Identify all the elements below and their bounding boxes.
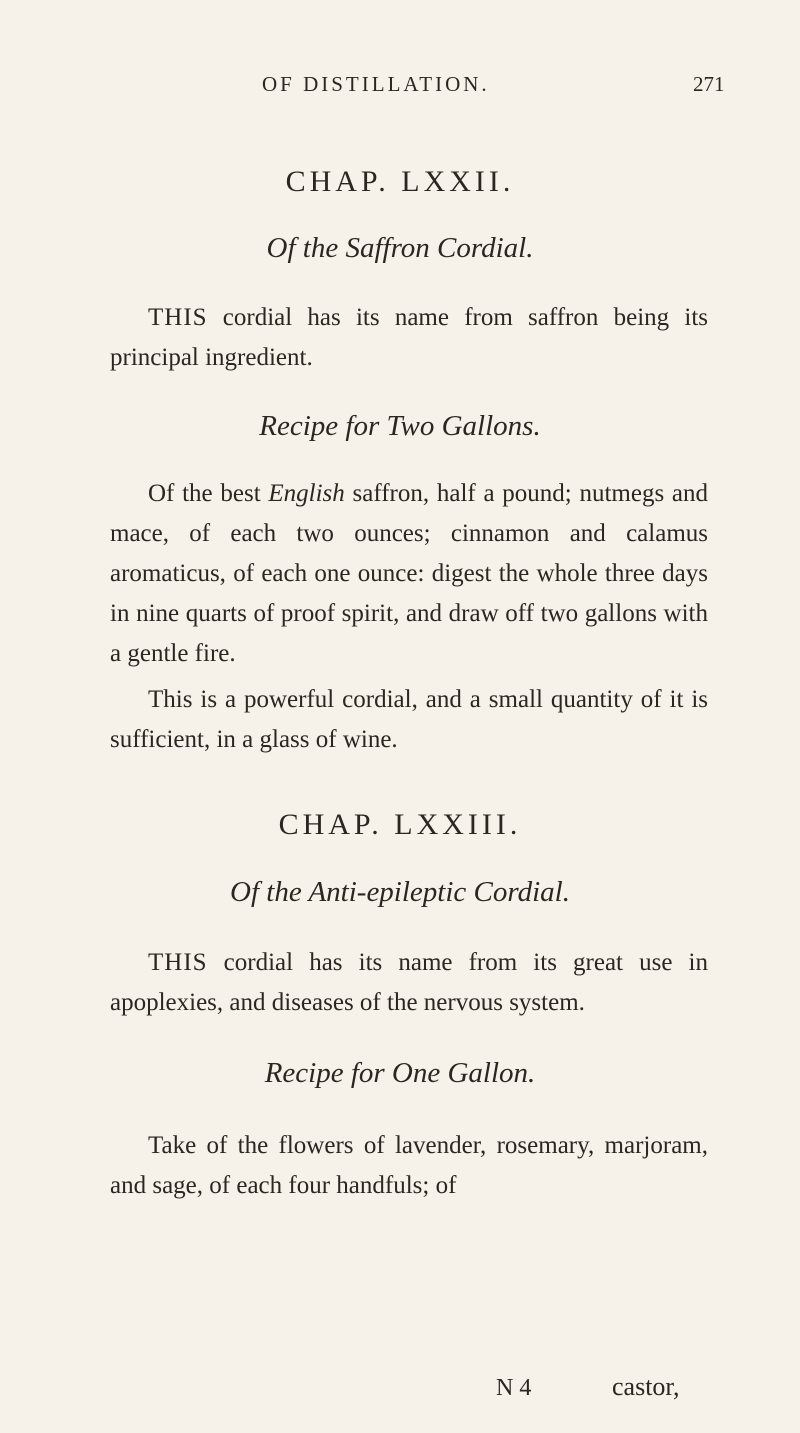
chapter-72-intro-first-word: THIS — [148, 304, 208, 331]
chapter-72-note: This is a powerful cordial, and a small quantity of it is sufficient, in a glass of wine. — [110, 686, 708, 753]
chapter-72-recipe-part2: saffron, half a pound; nutmegs and mace, of each two ounces; cinnamon and calamus aromaticus, of each one ounce: digest the whole three days in nine quarts of proof spirit, and draw off two gallons with a gentle fire. — [110, 480, 708, 667]
chapter-72-recipe-italic: English — [268, 480, 345, 507]
chapter-72-heading: CHAP. LXXII. — [285, 165, 515, 198]
page-number: 271 — [693, 72, 725, 96]
chapter-73-recipe: Take of the flowers of lavender, rosemary, marjoram, and sage, of each four handfuls; of — [110, 1132, 708, 1199]
running-head: OF DISTILLATION. — [262, 72, 490, 96]
chapter-72-recipe — [110, 474, 708, 674]
catchword: castor, — [612, 1372, 680, 1401]
chapter-73-subtitle: Of the Anti-epileptic Cordial. — [230, 876, 570, 908]
chapter-73-intro — [110, 943, 708, 1023]
chapter-72-intro-text: cordial has its name from saffron being its principal ingredient. — [110, 304, 708, 371]
signature-mark: N 4 — [496, 1375, 532, 1401]
chapter-73-intro-first-word: THIS — [148, 949, 208, 976]
chapter-72-recipe-part1: Of the best — [148, 480, 269, 507]
chapter-73-recipe-heading: Recipe for One Gallon. — [264, 1057, 536, 1089]
chapter-73-intro-text: cordial has its name from its great use in apoplexies, and diseases of the nervous system. — [110, 949, 708, 1016]
chapter-73-heading: CHAP. LXXIII. — [278, 808, 522, 841]
chapter-72-recipe-heading: Recipe for Two Gallons. — [259, 410, 541, 442]
chapter-72-subtitle: Of the Saffron Cordial. — [266, 232, 534, 264]
chapter-72-intro — [110, 298, 708, 378]
